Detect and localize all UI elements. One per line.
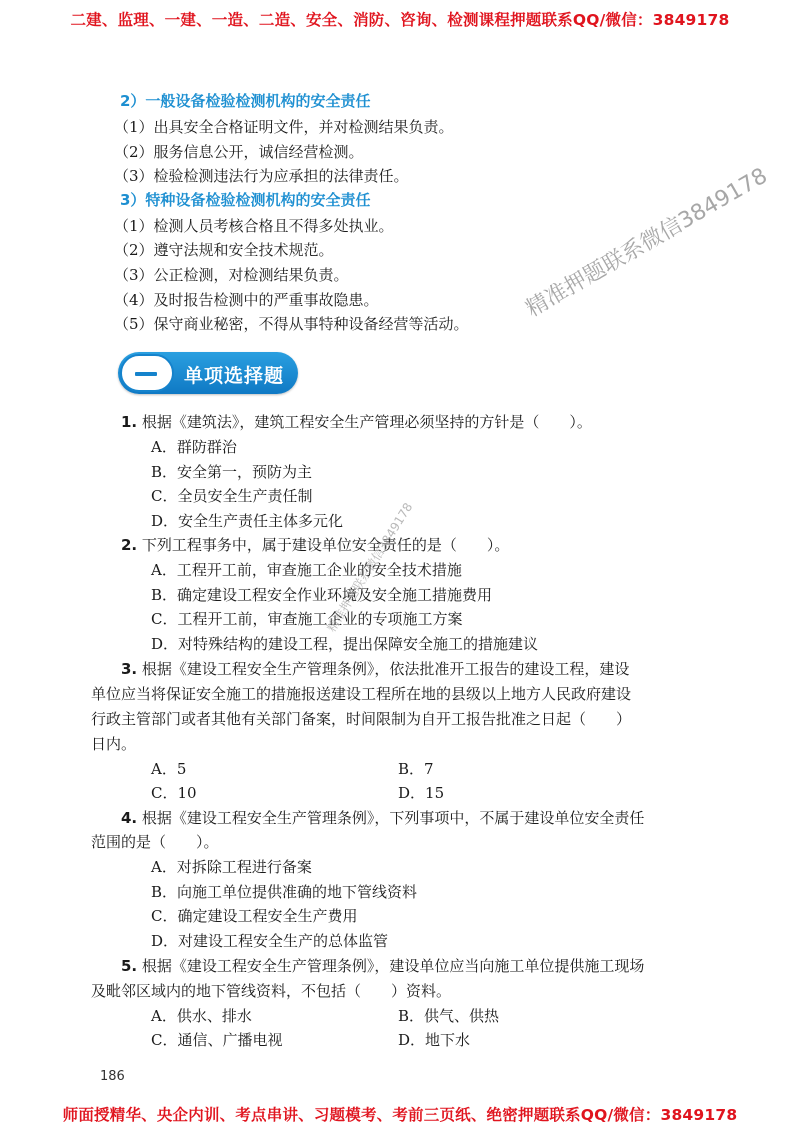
q2-option-a: A．工程开工前，审查施工企业的安全技术措施 bbox=[151, 561, 462, 579]
q1-option-d: D．安全生产责任主体多元化 bbox=[151, 512, 344, 530]
question-4-text-line-1: 根据《建设工程安全生产管理条例》，下列事项中，不属于建设单位安全责任 bbox=[141, 809, 645, 827]
q2-option-c: C．工程开工前，审查施工企业的专项施工方案 bbox=[151, 610, 463, 628]
question-5-number: 5. bbox=[121, 957, 138, 975]
section-title: 单项选择题 bbox=[184, 365, 285, 387]
q4-option-a: A．对拆除工程进行备案 bbox=[151, 858, 312, 876]
question-4 bbox=[121, 808, 644, 828]
q5-option-d: D．地下水 bbox=[398, 1031, 471, 1049]
question-2-text: 下列工程事务中，属于建设单位安全责任的是（ ）。 bbox=[141, 536, 510, 554]
q3-option-a: A．5 bbox=[151, 760, 187, 778]
q4-option-d: D．对建设工程安全生产的总体监管 bbox=[151, 932, 389, 950]
question-3-text-line-1: 根据《建设工程安全生产管理条例》，依法批准开工报告的建设工程，建设 bbox=[141, 660, 630, 678]
q1-option-b: B．安全第一，预防为主 bbox=[151, 463, 313, 481]
question-2-number: 2. bbox=[121, 536, 138, 554]
question-5-text-line-2: 及毗邻区域内的地下管线资料，不包括（ ）资料。 bbox=[91, 982, 452, 1000]
q5-option-c: C．通信、广播电视 bbox=[151, 1031, 283, 1049]
question-4-number: 4. bbox=[121, 809, 138, 827]
question-3 bbox=[121, 659, 629, 679]
special-org-item-4: （4）及时报告检测中的严重事故隐患。 bbox=[114, 291, 379, 309]
special-org-heading: 3）特种设备检验检测机构的安全责任 bbox=[120, 191, 371, 209]
watermark-large: 精准押题联系微信3849178 bbox=[522, 163, 772, 323]
question-3-text-line-3: 行政主管部门或者其他有关部门备案，时间限制为自开工报告批准之日起（ ） bbox=[91, 710, 632, 728]
special-org-item-2: （2）遵守法规和安全技术规范。 bbox=[114, 241, 334, 259]
question-5 bbox=[121, 956, 644, 976]
general-org-item-1: （1）出具安全合格证明文件，并对检测结果负责。 bbox=[114, 118, 454, 136]
q4-option-c: C．确定建设工程安全生产费用 bbox=[151, 907, 358, 925]
q5-option-b: B．供气、供热 bbox=[398, 1007, 500, 1025]
minus-icon bbox=[120, 354, 174, 392]
q2-option-d: D．对特殊结构的建设工程，提出保障安全施工的措施建议 bbox=[151, 635, 539, 653]
special-org-item-5: （5）保守商业秘密，不得从事特种设备经营等活动。 bbox=[114, 315, 469, 333]
q4-option-b: B．向施工单位提供准确的地下管线资料 bbox=[151, 883, 418, 901]
q3-option-c: C．10 bbox=[151, 784, 197, 802]
question-1-text: 根据《建筑法》，建筑工程安全生产管理必须坚持的方针是（ ）。 bbox=[141, 413, 592, 431]
general-org-item-2: （2）服务信息公开，诚信经营检测。 bbox=[114, 143, 364, 161]
general-org-heading: 2）一般设备检验检测机构的安全责任 bbox=[120, 92, 371, 110]
question-1-number: 1. bbox=[121, 413, 138, 431]
question-2 bbox=[121, 535, 509, 555]
q1-option-a: A．群防群治 bbox=[151, 438, 237, 456]
question-1 bbox=[121, 412, 592, 432]
watermark-small: 精准押题联系微信3849178 bbox=[324, 500, 416, 635]
top-promo-banner: 二建、监理、一建、一造、二造、安全、消防、咨询、检测课程押题联系QQ/微信：3849178 bbox=[70, 11, 730, 29]
q2-option-b: B．确定建设工程安全作业环境及安全施工措施费用 bbox=[151, 586, 493, 604]
question-3-text-line-2: 单位应当将保证安全施工的措施报送建设工程所在地的县级以上地方人民政府建设 bbox=[91, 685, 632, 703]
q5-option-a: A．供水、排水 bbox=[151, 1007, 252, 1025]
section-header-single-choice bbox=[118, 352, 298, 394]
question-3-text-line-4: 日内。 bbox=[91, 735, 137, 753]
page-number: 186 bbox=[100, 1069, 125, 1084]
question-3-number: 3. bbox=[121, 660, 138, 678]
question-5-text-line-1: 根据《建设工程安全生产管理条例》，建设单位应当向施工单位提供施工现场 bbox=[141, 957, 645, 975]
q3-option-d: D．15 bbox=[398, 784, 445, 802]
q1-option-c: C．全员安全生产责任制 bbox=[151, 487, 313, 505]
bottom-promo-banner: 师面授精华、央企内训、考点串讲、习题模考、考前三页纸、绝密押题联系QQ/微信：3849178 bbox=[62, 1106, 738, 1124]
q3-option-b: B．7 bbox=[398, 760, 434, 778]
question-4-text-line-2: 范围的是（ ）。 bbox=[91, 833, 219, 851]
special-org-item-1: （1）检测人员考核合格且不得多处执业。 bbox=[114, 217, 394, 235]
general-org-item-3: （3）检验检测违法行为应承担的法律责任。 bbox=[114, 167, 409, 185]
special-org-item-3: （3）公正检测，对检测结果负责。 bbox=[114, 266, 349, 284]
